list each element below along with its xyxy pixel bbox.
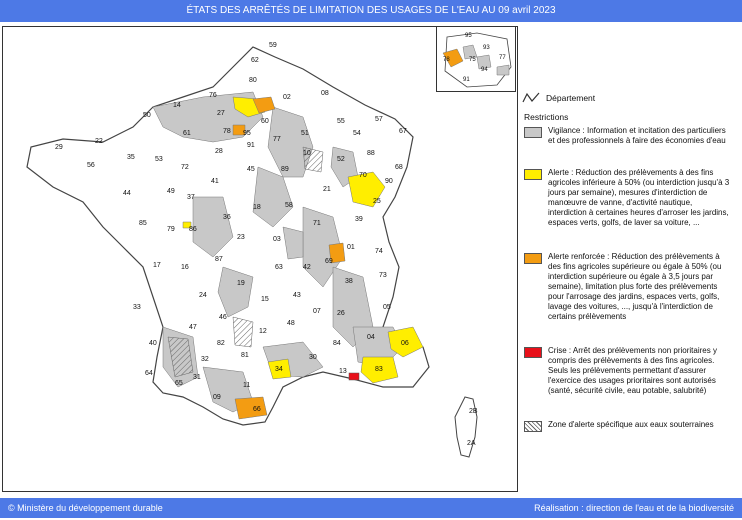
dept-label: 66 (253, 406, 261, 413)
dept-label: 16 (181, 264, 189, 271)
dept-label: 47 (189, 324, 197, 331)
dept-label: 28 (215, 148, 223, 155)
dept-label: 27 (217, 110, 225, 117)
legend-item-label: Alerte : Réduction des prélèvements à des fins agricoles inférieure à 50% (ou interdiction jusqu'à 3 jours par semaine), mesures d'interdiction de manœuvre de vanne, d'activité nautique, interdiction à certaines heures d'arroser les jardins, espaces verts, golfs, de laver sa voiture, ... (548, 168, 730, 227)
dept-label: 62 (251, 57, 259, 64)
dept-label: 79 (167, 226, 175, 233)
footer-copyright: © Ministère du développement durable (8, 503, 163, 513)
dept-label: 50 (143, 112, 151, 119)
dept-label: 15 (261, 296, 269, 303)
legend-item-vigilance (524, 126, 732, 146)
dept-label: 70 (359, 172, 367, 179)
dept-label: 37 (187, 194, 195, 201)
dept-label: 57 (375, 116, 383, 123)
dept-label: 51 (301, 130, 309, 137)
dept-label: 77 (273, 136, 281, 143)
dept-label: 19 (237, 280, 245, 287)
dept-label: 24 (199, 292, 207, 299)
dept-label: 08 (321, 90, 329, 97)
inset-canvas (437, 27, 515, 91)
dept-label: 76 (209, 92, 217, 99)
dept-label: 54 (353, 130, 361, 137)
crise-swatch (524, 347, 542, 358)
dept-label: 84 (333, 340, 341, 347)
dept-label: 44 (123, 190, 131, 197)
dept-label: 34 (275, 366, 283, 373)
crisis-zone (349, 373, 359, 380)
map-canvas (3, 27, 517, 491)
dept-label: 2B (469, 408, 478, 415)
inset-dept-label: 78 (443, 57, 450, 63)
dept-label: 90 (385, 178, 393, 185)
dept-label: 23 (237, 234, 245, 241)
dept-label: 63 (275, 264, 283, 271)
dept-label: 55 (337, 118, 345, 125)
footer (0, 498, 742, 518)
dept-label: 58 (285, 202, 293, 209)
dept-label: 67 (399, 128, 407, 135)
dept-label: 64 (145, 370, 153, 377)
dept-label: 65 (175, 380, 183, 387)
legend-item-label: Alerte renforcée : Réduction des prélèvements à des fins agricoles supérieure ou égale à 50% (ou interdiction supérieure ou égale à 3,5 jours par semaine), limitation plus forte des prélèvements pour l'arrosage des jardins, espaces verts, golfs, lavage des voitures, ..., jusqu'à l'interdiction de certains prélèvements (548, 252, 722, 321)
dept-label: 61 (183, 130, 191, 137)
dept-label: 43 (293, 292, 301, 299)
dept-label: 68 (395, 164, 403, 171)
vigilance-swatch (524, 127, 542, 138)
dept-label: 82 (217, 340, 225, 347)
dept-label: 25 (373, 198, 381, 205)
legend-department (522, 92, 595, 104)
dept-label: 29 (55, 144, 63, 151)
dept-label: 42 (303, 264, 311, 271)
groundwater-swatch (524, 421, 542, 432)
dept-label: 35 (127, 154, 135, 161)
dept-label: 10 (303, 150, 311, 157)
dept-label: 11 (243, 382, 251, 389)
dept-label: 87 (215, 256, 223, 263)
dept-label: 31 (193, 374, 201, 381)
dept-label: 46 (219, 314, 227, 321)
dept-label: 09 (213, 394, 221, 401)
inset-dept-label: 77 (499, 55, 506, 61)
footer-credits: Réalisation : direction de l'eau et de la biodiversité (534, 503, 734, 513)
dept-label: 86 (189, 226, 197, 233)
dept-label: 48 (287, 320, 295, 327)
dept-label: 88 (367, 150, 375, 157)
department-line-icon (522, 92, 540, 104)
alerte-renforcee-swatch (524, 253, 542, 264)
dept-label: 52 (337, 156, 345, 163)
dept-label: 02 (283, 94, 291, 101)
legend-item-alerte-renforcee (524, 252, 732, 322)
dept-label: 41 (211, 178, 219, 185)
dept-label: 03 (273, 236, 281, 243)
dept-label: 33 (133, 304, 141, 311)
inset-dept-label: 95 (465, 33, 472, 39)
dept-label: 17 (153, 262, 161, 269)
dept-label: 45 (247, 166, 255, 173)
page-title: ÉTATS DES ARRÊTÉS DE LIMITATION DES USAGES DE L'EAU AU 09 avril 2023 (0, 0, 742, 22)
dept-label: 56 (87, 162, 95, 169)
inset-dept-label: 94 (481, 67, 488, 73)
paris-inset[interactable] (436, 26, 516, 92)
dept-label: 01 (347, 244, 355, 251)
legend-item-crise (524, 346, 732, 396)
dept-label: 36 (223, 214, 231, 221)
dept-label: 95 (243, 130, 251, 137)
dept-label: 13 (339, 368, 347, 375)
legend-item-label: Vigilance : Information et incitation des particuliers et des professionnels à faire des économies d'eau (548, 126, 726, 145)
inset-dept-label: 75 (469, 57, 476, 63)
dept-label: 69 (325, 258, 333, 265)
dept-label: 85 (139, 220, 147, 227)
legend-department-label: Département (546, 93, 596, 103)
dept-label: 30 (309, 354, 317, 361)
dept-label: 78 (223, 128, 231, 135)
dept-label: 12 (259, 328, 267, 335)
dept-label: 59 (269, 42, 277, 49)
dept-label: 21 (323, 186, 331, 193)
legend-item-label: Zone d'alerte spécifique aux eaux souterraines (548, 420, 714, 429)
inset-dept-label: 93 (483, 45, 490, 51)
dept-label: 07 (313, 308, 321, 315)
dept-label: 05 (383, 304, 391, 311)
dept-label: 89 (281, 166, 289, 173)
dept-label: 18 (253, 204, 261, 211)
dept-label: 80 (249, 77, 257, 84)
legend-item-groundwater (524, 420, 732, 432)
dept-label: 73 (379, 272, 387, 279)
inset-dept-label: 91 (463, 77, 470, 83)
dept-label: 53 (155, 156, 163, 163)
dept-label: 38 (345, 278, 353, 285)
dept-label: 83 (375, 366, 383, 373)
corsica-outline (455, 397, 477, 457)
dept-label: 81 (241, 352, 249, 359)
dept-label: 32 (201, 356, 209, 363)
dept-label: 40 (149, 340, 157, 347)
dept-label: 39 (355, 216, 363, 223)
dept-label: 2A (467, 440, 476, 447)
dept-label: 71 (313, 220, 321, 227)
dept-label: 06 (401, 340, 409, 347)
dept-label: 14 (173, 102, 181, 109)
dept-label: 91 (247, 142, 255, 149)
dept-label: 22 (95, 138, 103, 145)
legend-heading: Restrictions (524, 112, 569, 122)
france-map[interactable] (2, 26, 518, 492)
legend-item-alerte (524, 168, 732, 228)
dept-label: 04 (367, 334, 375, 341)
dept-label: 49 (167, 188, 175, 195)
legend-item-label: Crise : Arrêt des prélèvements non prioritaires y compris des prélèvements à des fins agricoles. Seuls les prélèvements permettant d'assurer l'exercice des usages prioritaires sont autorisés (santé, sécurité civile, eau potable, salubrité) (548, 346, 717, 395)
alerte-swatch (524, 169, 542, 180)
dept-label: 60 (261, 118, 269, 125)
dept-label: 26 (337, 310, 345, 317)
dept-label: 72 (181, 164, 189, 171)
dept-label: 74 (375, 248, 383, 255)
